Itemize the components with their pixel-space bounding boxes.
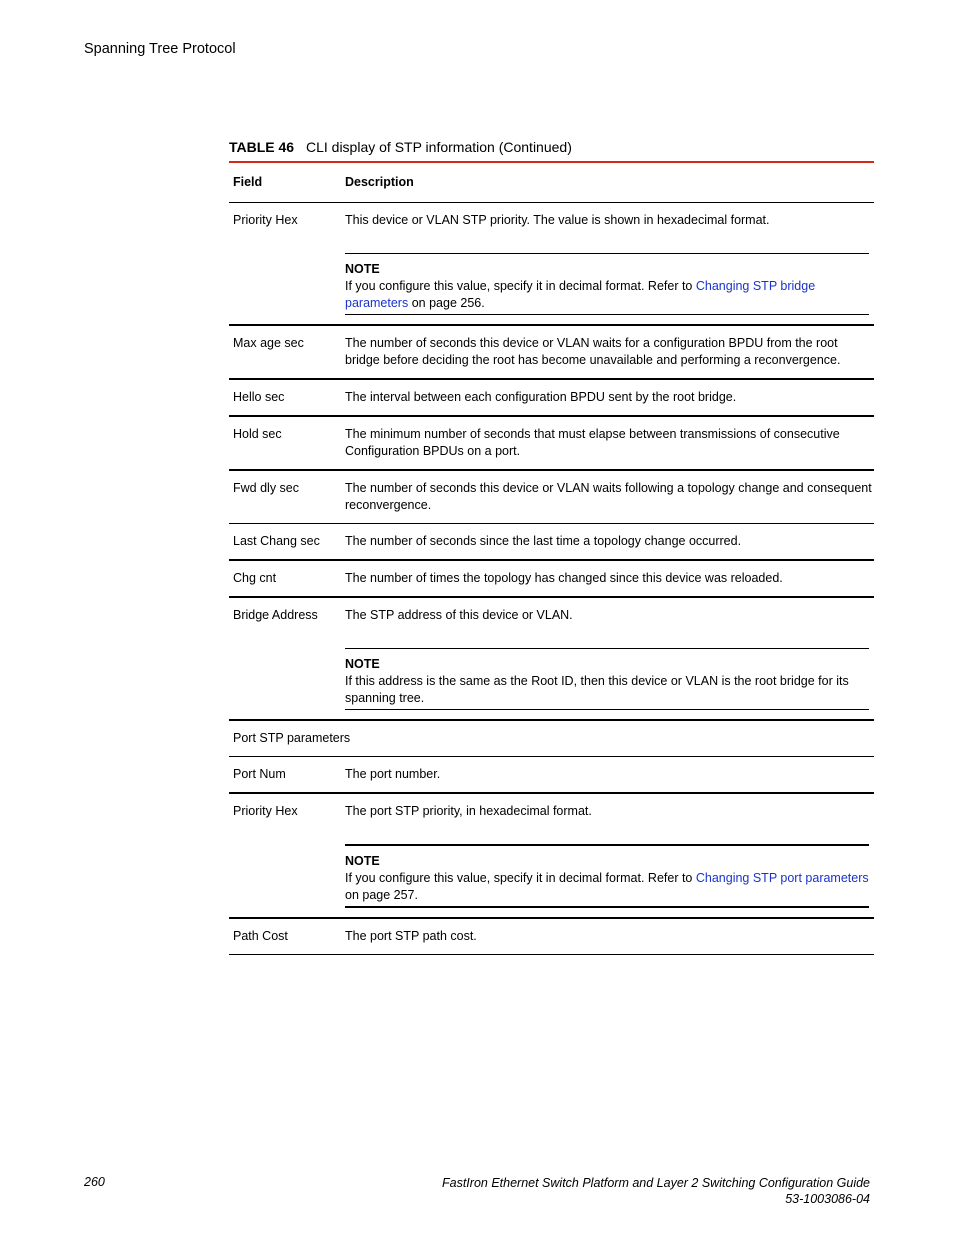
field-description: The port number.	[345, 767, 441, 781]
table-row	[229, 794, 874, 919]
page-number: 260	[84, 1175, 105, 1189]
note-box	[345, 253, 869, 315]
field-name: Chg cnt	[233, 571, 277, 585]
footer-doc-info	[442, 1175, 870, 1207]
field-description-cell	[345, 598, 874, 719]
note-title: NOTE	[345, 657, 380, 671]
field-name: Bridge Address	[233, 608, 318, 622]
note-title: NOTE	[345, 854, 380, 868]
note-text	[345, 870, 869, 904]
table-row	[229, 326, 874, 380]
field-description: The number of seconds since the last time a topology change occurred.	[345, 534, 742, 548]
field-description: The number of seconds this device or VLAN waits for a configuration BPDU from the root bridge before deciding the root has become unavailable and performing a reconvergence.	[345, 336, 841, 367]
table-row	[229, 524, 874, 561]
document-number: 53-1003086-04	[785, 1192, 870, 1206]
table-section-row	[229, 721, 874, 757]
note-text-suffix: on page 257.	[345, 888, 418, 902]
field-description: The minimum number of seconds that must elapse between transmissions of consecutive Configuration BPDUs on a port.	[345, 427, 840, 458]
field-name: Hello sec	[233, 390, 285, 404]
table-row	[229, 380, 874, 417]
table-row	[229, 561, 874, 598]
table-header-row	[229, 163, 874, 203]
note-box	[345, 844, 869, 908]
field-description: The port STP path cost.	[345, 929, 477, 943]
table-number: TABLE 46	[229, 139, 295, 155]
note-text-suffix: on page 256.	[408, 296, 485, 310]
field-description: This device or VLAN STP priority. The value is shown in hexadecimal format.	[345, 213, 770, 227]
note-text	[345, 278, 869, 312]
stp-info-table	[229, 161, 874, 955]
note-text: If this address is the same as the Root ID, then this device or VLAN is the root bridge for its spanning tree.	[345, 674, 849, 705]
field-description: The number of times the topology has changed since this device was reloaded.	[345, 571, 783, 585]
field-name: Path Cost	[233, 929, 288, 943]
table-row	[229, 757, 874, 794]
table-row	[229, 203, 874, 326]
field-name: Priority Hex	[233, 804, 298, 818]
table-row	[229, 919, 874, 955]
running-header: Spanning Tree Protocol	[84, 41, 236, 57]
table-row	[229, 598, 874, 721]
field-name: Fwd dly sec	[233, 481, 299, 495]
note-title: NOTE	[345, 262, 380, 276]
note-text-prefix: If you configure this value, specify it in decimal format. Refer to	[345, 871, 696, 885]
link-changing-stp-bridge-parameters[interactable]: Changing STP bridge parameters	[345, 279, 816, 310]
field-name: Port Num	[233, 767, 286, 781]
section-label: Port STP parameters	[233, 731, 351, 745]
field-name: Priority Hex	[233, 213, 298, 227]
column-header-field: Field	[233, 175, 263, 189]
table-row	[229, 471, 874, 524]
field-name: Hold sec	[233, 427, 282, 441]
field-name: Last Chang sec	[233, 534, 320, 548]
table-caption	[229, 139, 572, 155]
note-text-prefix: If you configure this value, specify it in decimal format. Refer to	[345, 279, 696, 293]
table-title: CLI display of STP information (Continued)	[305, 139, 572, 155]
field-description-cell	[345, 794, 874, 917]
column-header-description: Description	[345, 175, 414, 189]
guide-title: FastIron Ethernet Switch Platform and Layer 2 Switching Configuration Guide	[442, 1176, 870, 1190]
link-changing-stp-port-parameters[interactable]: Changing STP port parameters	[695, 871, 869, 885]
field-description: The interval between each configuration BPDU sent by the root bridge.	[345, 390, 737, 404]
note-box	[345, 648, 869, 710]
field-description-cell	[345, 203, 874, 324]
field-description: The port STP priority, in hexadecimal format.	[345, 804, 592, 818]
field-description: The STP address of this device or VLAN.	[345, 608, 573, 622]
field-description: The number of seconds this device or VLAN waits following a topology change and consequent reconvergence.	[345, 481, 872, 512]
table-row	[229, 417, 874, 471]
field-name: Max age sec	[233, 336, 304, 350]
